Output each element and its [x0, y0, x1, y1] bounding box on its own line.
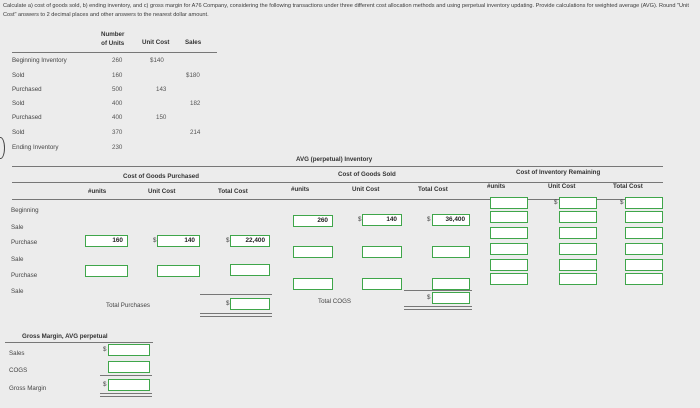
purchase-unit-cost-input-2[interactable] — [157, 265, 200, 277]
remain-unit-cost-input-4[interactable] — [559, 243, 597, 255]
total-cogs-input[interactable] — [432, 292, 470, 304]
instructions: Calculate a) cost of goods sold, b) ending inventory, and c) gross margin for A76 Company, considering the following transactions under three different cost allocation methods and using perpetual inventory updating. Provide calculations for weighted average (AVG). Round "Unit Cost" answers to 2 decimal places and other answers to the nearest dollar amount. — [3, 3, 689, 18]
row-label-beginning: Beginning — [11, 207, 39, 214]
dollar-sign: $ — [554, 199, 558, 206]
purchase-units-input-2[interactable] — [85, 265, 128, 277]
dollar-sign: $ — [103, 381, 107, 388]
avg-title: AVG (perpetual) Inventory — [296, 156, 373, 163]
sold-total-input-3[interactable] — [432, 278, 470, 290]
col-units-1: #units — [88, 188, 107, 195]
transaction-label: Purchased — [12, 114, 42, 121]
transaction-label: Purchased — [12, 86, 42, 93]
cogs-title: Cost of Goods Sold — [338, 171, 396, 178]
col-unit-cost-3: Unit Cost — [548, 183, 576, 190]
dollar-sign: $ — [620, 199, 624, 206]
header-unit-cost: Unit Cost — [142, 39, 170, 46]
col-total-cost-1: Total Cost — [218, 188, 248, 195]
remain-total-input-2[interactable] — [625, 211, 663, 223]
gm-label-sales: Sales — [9, 350, 25, 357]
gm-gross-margin-input[interactable] — [108, 379, 150, 391]
header-sales: Sales — [185, 39, 202, 46]
remain-unit-cost-input-6[interactable] — [559, 273, 597, 285]
transaction-sales: 214 — [190, 129, 201, 136]
sold-total-input-2[interactable] — [432, 246, 470, 258]
remaining-title: Cost of Inventory Remaining — [516, 169, 601, 176]
dollar-sign: $ — [358, 216, 362, 223]
purchase-unit-cost-input-1[interactable]: 140 — [157, 235, 200, 247]
dollar-sign: $ — [427, 294, 431, 301]
sold-total-input-1[interactable]: 36,400 — [432, 214, 470, 226]
remain-units-input-5[interactable] — [490, 259, 528, 271]
remain-unit-cost-input-5[interactable] — [559, 259, 597, 271]
transaction-units: 400 — [112, 114, 123, 121]
transaction-label: Sold — [12, 100, 25, 107]
col-units-3: #units — [487, 183, 506, 190]
remain-total-input-3[interactable] — [625, 227, 663, 239]
purchase-total-input-2[interactable] — [230, 264, 270, 276]
transaction-sales: $180 — [186, 72, 200, 79]
remain-unit-cost-input-3[interactable] — [559, 227, 597, 239]
gm-cogs-input[interactable] — [108, 361, 150, 373]
dollar-sign: $ — [103, 346, 107, 353]
gm-label-cogs: COGS — [9, 367, 28, 374]
remain-total-input-4[interactable] — [625, 243, 663, 255]
sold-unit-cost-input-1[interactable]: 140 — [362, 214, 402, 226]
row-label-sale-3: Sale — [11, 288, 24, 295]
transaction-unit-cost: 143 — [156, 86, 167, 93]
sold-unit-cost-input-2[interactable] — [362, 246, 402, 258]
sold-units-input-2[interactable] — [293, 246, 333, 258]
transaction-label: Sold — [12, 129, 25, 136]
gm-label-gross-margin: Gross Margin — [9, 385, 47, 392]
dollar-sign: $ — [226, 300, 230, 307]
total-cogs-label: Total COGS — [318, 298, 352, 305]
row-label-sale-1: Sale — [11, 224, 24, 231]
sold-units-input-1[interactable]: 260 — [293, 215, 333, 227]
row-label-purchase-2: Purchase — [11, 272, 38, 279]
remain-total-input-1[interactable] — [625, 197, 663, 209]
transaction-units: 160 — [112, 72, 123, 79]
remain-unit-cost-input-1[interactable] — [559, 197, 597, 209]
remain-units-input-1[interactable] — [490, 197, 528, 209]
col-unit-cost-2: Unit Cost — [352, 186, 380, 193]
remain-units-input-3[interactable] — [490, 227, 528, 239]
col-unit-cost-1: Unit Cost — [148, 188, 176, 195]
col-units-2: #units — [291, 186, 310, 193]
transaction-units: 400 — [112, 100, 123, 107]
remain-unit-cost-input-2[interactable] — [559, 211, 597, 223]
purchase-total-input-1[interactable]: 22,400 — [230, 235, 270, 247]
transaction-units: 500 — [112, 86, 123, 93]
transaction-label: Ending Inventory — [12, 144, 59, 151]
dollar-sign: $ — [427, 216, 431, 223]
sold-units-input-3[interactable] — [293, 278, 333, 290]
header-units: Number of Units — [101, 31, 125, 47]
transaction-sales: 182 — [190, 100, 201, 107]
transaction-units: 370 — [112, 129, 123, 136]
row-label-sale-2: Sale — [11, 256, 24, 263]
sold-unit-cost-input-3[interactable] — [362, 278, 402, 290]
total-purchases-input[interactable] — [230, 298, 270, 310]
purchase-units-input-1[interactable]: 160 — [85, 235, 128, 247]
transaction-label: Beginning Inventory — [12, 57, 67, 64]
remain-total-input-5[interactable] — [625, 259, 663, 271]
transaction-units: 260 — [112, 57, 123, 64]
dollar-sign: $ — [153, 237, 157, 244]
transaction-unit-cost: 150 — [156, 114, 167, 121]
bracket-decor — [0, 137, 5, 159]
transaction-units: 230 — [112, 144, 123, 151]
dollar-sign: $ — [226, 237, 230, 244]
row-label-purchase-1: Purchase — [11, 239, 38, 246]
transaction-label: Sold — [12, 72, 25, 79]
col-total-cost-2: Total Cost — [418, 186, 448, 193]
gm-sales-input[interactable] — [108, 344, 150, 356]
remain-total-input-6[interactable] — [625, 273, 663, 285]
gross-margin-title: Gross Margin, AVG perpetual — [22, 333, 108, 340]
transaction-unit-cost: $140 — [150, 57, 164, 64]
remain-units-input-2[interactable] — [490, 211, 528, 223]
total-purchases-label: Total Purchases — [106, 302, 151, 309]
remain-units-input-6[interactable] — [490, 273, 528, 285]
cogp-title: Cost of Goods Purchased — [123, 173, 199, 180]
remain-units-input-4[interactable] — [490, 243, 528, 255]
col-total-cost-3: Total Cost — [613, 183, 643, 190]
